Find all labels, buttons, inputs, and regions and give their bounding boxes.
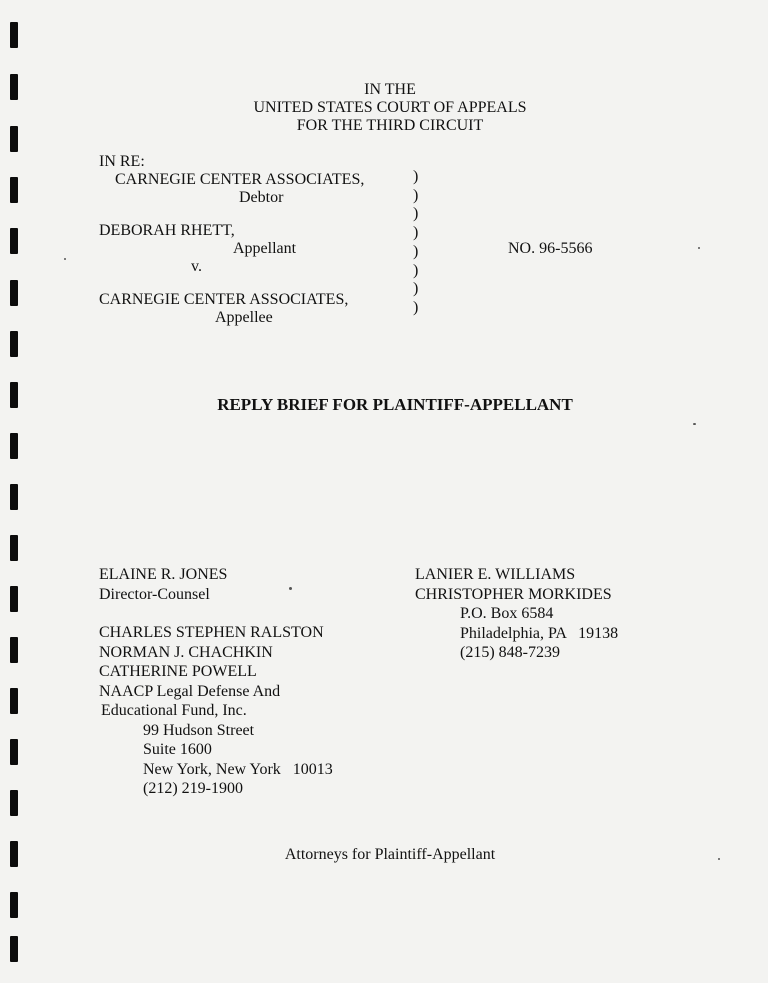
counsel-name: NORMAN J. CHACHKIN (99, 643, 273, 661)
paren: ) (413, 298, 419, 316)
binding-hole (10, 892, 18, 918)
paren: ) (413, 224, 419, 242)
binding-holes (0, 0, 30, 983)
binding-hole (10, 22, 18, 48)
debtor-name: CARNEGIE CENTER ASSOCIATES, (115, 171, 365, 188)
paren: ) (413, 168, 419, 185)
scan-speck (698, 247, 700, 249)
left-counsel-block (99, 565, 333, 799)
address-line: New York, New York 10013 (143, 760, 333, 778)
binding-hole (10, 74, 18, 100)
scan-speck (289, 587, 292, 590)
versus: v. (191, 258, 202, 275)
binding-hole (10, 739, 18, 765)
scan-speck (718, 858, 720, 860)
attorneys-footer: Attorneys for Plaintiff-Appellant (284, 846, 496, 863)
binding-hole (10, 936, 18, 962)
counsel-name: CHARLES STEPHEN RALSTON (99, 624, 324, 641)
address-line: 99 Hudson Street (143, 721, 255, 739)
organization-line: Educational Fund, Inc. (101, 702, 247, 719)
paren: ) (413, 242, 419, 260)
scan-speck (693, 423, 696, 425)
binding-hole (10, 177, 18, 203)
counsel-name: LANIER E. WILLIAMS (415, 566, 576, 583)
paren: ) (413, 186, 419, 204)
counsel-name: ELAINE R. JONES (99, 566, 228, 583)
phone-number: (212) 219-1900 (143, 780, 243, 797)
binding-hole (10, 484, 18, 510)
paren: ) (413, 205, 419, 223)
binding-hole (10, 331, 18, 357)
court-header-line1: IN THE (364, 81, 416, 98)
scan-speck (64, 258, 66, 260)
organization-line: NAACP Legal Defense And (99, 682, 281, 700)
appellant-name: DEBORAH RHETT, (99, 222, 235, 239)
appellant-role: Appellant (233, 240, 297, 257)
address-line: Philadelphia, PA 19138 (460, 624, 619, 642)
counsel-title: Director-Counsel (99, 585, 210, 603)
binding-hole (10, 841, 18, 867)
binding-hole (10, 280, 18, 306)
counsel-name: CHRISTOPHER MORKIDES (415, 585, 612, 603)
in-re-label: IN RE: (99, 153, 145, 170)
case-number: NO. 96-5566 (508, 240, 593, 257)
appellee-role: Appellee (215, 309, 273, 326)
binding-hole (10, 382, 18, 408)
binding-hole (10, 790, 18, 816)
appellee-name: CARNEGIE CENTER ASSOCIATES, (99, 291, 349, 308)
binding-hole (10, 126, 18, 152)
binding-hole (10, 433, 18, 459)
binding-hole (10, 228, 18, 254)
binding-hole (10, 535, 18, 561)
address-line: P.O. Box 6584 (460, 605, 554, 622)
document-title: REPLY BRIEF FOR PLAINTIFF-APPELLANT (217, 395, 573, 414)
court-header-line3: FOR THE THIRD CIRCUIT (296, 117, 484, 134)
caption-parentheses (413, 168, 418, 318)
paren: ) (413, 261, 419, 279)
counsel-name: CATHERINE POWELL (99, 663, 257, 680)
debtor-role: Debtor (239, 189, 284, 206)
address-line: Suite 1600 (143, 741, 212, 758)
binding-hole (10, 637, 18, 663)
phone-number: (215) 848-7239 (460, 644, 560, 661)
right-counsel-block (415, 565, 618, 663)
paren: ) (413, 280, 419, 298)
court-header-line2: UNITED STATES COURT OF APPEALS (253, 99, 527, 116)
binding-hole (10, 586, 18, 612)
binding-hole (10, 688, 18, 714)
